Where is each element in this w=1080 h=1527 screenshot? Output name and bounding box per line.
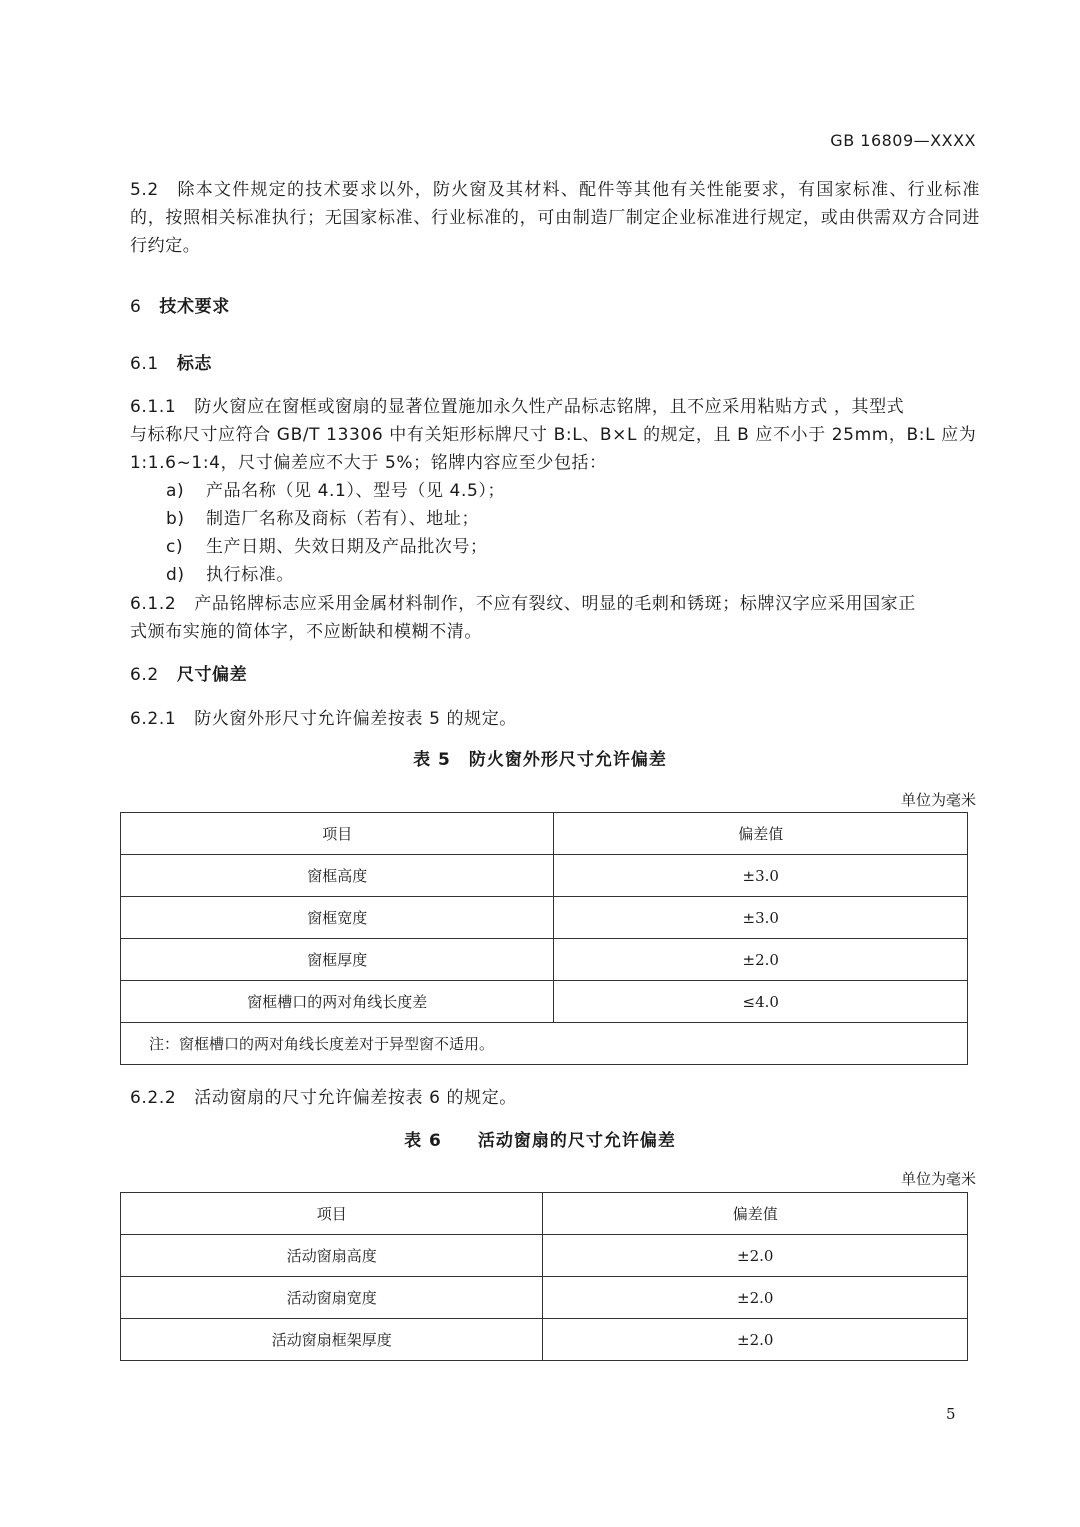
list-item-label: d) bbox=[166, 565, 185, 585]
clause-text: 防火窗应在窗框或窗扇的显著位置施加永久性产品标志铭牌，且不应采用粘贴方式 ，其型式 bbox=[194, 397, 905, 417]
table-note-row bbox=[121, 1023, 968, 1065]
section-6-heading bbox=[130, 292, 230, 317]
table-header-cell: 项目 bbox=[121, 1193, 543, 1235]
clause-text: 防火窗外形尺寸允许偏差按表 5 的规定。 bbox=[194, 709, 517, 729]
list-item bbox=[166, 560, 294, 585]
table-6 bbox=[120, 1192, 968, 1361]
clause-6-1-2-line-1 bbox=[130, 589, 916, 614]
table-header-cell: 偏差值 bbox=[543, 1193, 968, 1235]
clause-text: 活动窗扇的尺寸允许偏差按表 6 的规定。 bbox=[194, 1088, 517, 1108]
table-row bbox=[121, 1277, 968, 1319]
section-number: 6.2 bbox=[130, 665, 159, 685]
table-header-row bbox=[121, 813, 968, 855]
table-6-caption: 表 6 活动窗扇的尺寸允许偏差 bbox=[404, 1131, 676, 1151]
table-cell: ±2.0 bbox=[554, 939, 968, 981]
table-5-caption: 表 5 防火窗外形尺寸允许偏差 bbox=[413, 750, 667, 770]
table-row bbox=[121, 897, 968, 939]
table-cell: ±2.0 bbox=[543, 1277, 968, 1319]
clause-6-1-1-line-1 bbox=[130, 392, 904, 417]
table-5-unit: 单位为毫米 bbox=[900, 791, 976, 809]
clause-text: 产品铭牌标志应采用金属材料制作，不应有裂纹、明显的毛刺和锈斑；标牌汉字应采用国家正 bbox=[194, 594, 916, 614]
list-item-text: 产品名称（见 4.1）、型号（见 4.5）； bbox=[206, 481, 506, 501]
section-6-2-heading bbox=[130, 660, 247, 685]
table-5 bbox=[120, 812, 968, 1065]
list-item-label: c) bbox=[166, 537, 184, 557]
table-cell: 窗框厚度 bbox=[121, 939, 554, 981]
list-item bbox=[166, 476, 505, 501]
table-cell: 窗框宽度 bbox=[121, 897, 554, 939]
table-row bbox=[121, 939, 968, 981]
table-note: 注：窗框槽口的两对角线长度差对于异型窗不适用。 bbox=[121, 1023, 968, 1065]
clause-number: 5.2 bbox=[130, 180, 159, 200]
clause-6-1-2-line-2: 式颁布实施的简体字，不应断缺和模糊不清。 bbox=[130, 622, 482, 642]
list-item-text: 制造厂名称及商标（若有）、地址； bbox=[206, 509, 480, 529]
table-6-unit: 单位为毫米 bbox=[900, 1170, 976, 1188]
clause-5-2 bbox=[130, 176, 980, 260]
clause-number: 6.1.2 bbox=[130, 594, 177, 614]
standard-code-header: GB 16809—XXXX bbox=[830, 131, 976, 150]
table-cell: 活动窗扇高度 bbox=[121, 1235, 543, 1277]
list-item bbox=[166, 532, 488, 557]
table-cell: ±2.0 bbox=[543, 1319, 968, 1361]
table-cell: 窗框槽口的两对角线长度差 bbox=[121, 981, 554, 1023]
clause-6-1-1-line-3: 1:1.6~1:4，尺寸偏差应不大于 5%；铭牌内容应至少包括： bbox=[130, 453, 607, 473]
table-row bbox=[121, 981, 968, 1023]
page-number: 5 bbox=[946, 1405, 956, 1423]
list-item-label: b) bbox=[166, 509, 185, 529]
table-cell: 活动窗扇框架厚度 bbox=[121, 1319, 543, 1361]
clause-text: 除本文件规定的技术要求以外，防火窗及其材料、配件等其他有关性能要求，有国家标准、行业标准的，按照相关标准执行；无国家标准、行业标准的，可由制造厂制定企业标准进行规定，或由供需双方合同进行约定。 bbox=[130, 180, 980, 256]
section-number: 6 bbox=[130, 297, 142, 317]
clause-number: 6.2.2 bbox=[130, 1088, 177, 1108]
table-cell: 窗框高度 bbox=[121, 855, 554, 897]
table-cell: ±2.0 bbox=[543, 1235, 968, 1277]
section-number: 6.1 bbox=[130, 354, 159, 374]
table-header-cell: 项目 bbox=[121, 813, 554, 855]
table-cell: ±3.0 bbox=[554, 855, 968, 897]
table-header-cell: 偏差值 bbox=[554, 813, 968, 855]
table-cell: ≤4.0 bbox=[554, 981, 968, 1023]
table-row bbox=[121, 1235, 968, 1277]
table-header-row bbox=[121, 1193, 968, 1235]
table-cell: ±3.0 bbox=[554, 897, 968, 939]
clause-6-1-1-line-2: 与标称尺寸应符合 GB/T 13306 中有关矩形标牌尺寸 B:L、B×L 的规定，且 B 应不小于 25mm，B:L 应为 bbox=[130, 425, 977, 445]
clause-number: 6.2.1 bbox=[130, 709, 177, 729]
clause-6-2-1 bbox=[130, 704, 517, 729]
section-6-1-heading bbox=[130, 349, 212, 374]
list-item-text: 生产日期、失效日期及产品批次号； bbox=[206, 537, 488, 557]
list-item-label: a) bbox=[166, 481, 185, 501]
table-row bbox=[121, 1319, 968, 1361]
list-item-text: 执行标准。 bbox=[206, 565, 294, 585]
table-row bbox=[121, 855, 968, 897]
table-cell: 活动窗扇宽度 bbox=[121, 1277, 543, 1319]
list-item bbox=[166, 504, 479, 529]
section-title: 尺寸偏差 bbox=[176, 665, 248, 685]
section-title: 标志 bbox=[176, 354, 213, 374]
clause-number: 6.1.1 bbox=[130, 397, 177, 417]
section-title: 技术要求 bbox=[159, 297, 230, 317]
clause-6-2-2 bbox=[130, 1083, 517, 1108]
